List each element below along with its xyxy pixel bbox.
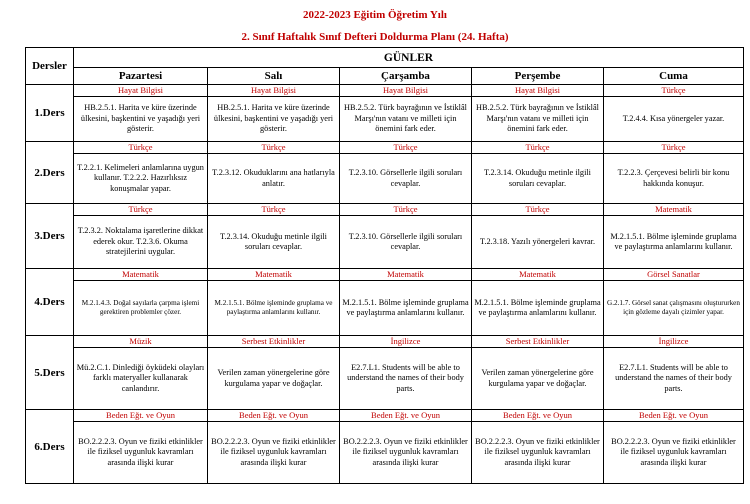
- subject-label: Matematik: [340, 269, 471, 281]
- objective-text: M.2.1.5.1. Bölme işleminde gruplama ve paylaştırma anlamlarını kullanır.: [342, 297, 469, 317]
- objective-text: HB.2.5.1. Harita ve küre üzerinde ülkesini, başkentini ve yaşadığı yeri gösterir.: [80, 103, 201, 134]
- plan-cell: [340, 336, 472, 410]
- subject-label: Serbest Etkinlikler: [472, 336, 603, 348]
- plan-cell: [604, 142, 744, 204]
- subject-label: Beden Eğt. ve Oyun: [208, 410, 339, 422]
- objective-text: HB.2.5.2. Türk bayrağının ve İstiklâl Marşı'nın vatanı ve milleti için önemini fark eder.: [344, 103, 467, 134]
- plan-cell: [208, 85, 340, 142]
- day-header: Salı: [208, 68, 340, 85]
- plan-cell: [604, 410, 744, 484]
- subject-label: Türkçe: [604, 142, 743, 154]
- lesson-row: [26, 336, 744, 410]
- subject-label: Türkçe: [208, 204, 339, 216]
- subject-label: Türkçe: [604, 85, 743, 97]
- objective-text: G.2.1.7. Görsel sanat çalışmasını oluştururken için gözleme dayalı çizimler yapar.: [607, 298, 740, 316]
- lesson-row: [26, 204, 744, 269]
- plan-cell: [208, 410, 340, 484]
- subject-label: Hayat Bilgisi: [208, 85, 339, 97]
- objective-text: M.2.1.5.1. Bölme işleminde gruplama ve paylaştırma anlamlarını kullanır.: [610, 231, 737, 251]
- lesson-label: 3.Ders: [26, 204, 74, 269]
- plan-cell: [472, 204, 604, 269]
- subject-label: Beden Eğt. ve Oyun: [74, 410, 207, 422]
- lesson-label: 5.Ders: [26, 336, 74, 410]
- plan-cell: [340, 85, 472, 142]
- plan-cell: [208, 269, 340, 336]
- subject-label: Müzik: [74, 336, 207, 348]
- lesson-label: 1.Ders: [26, 85, 74, 142]
- document-title: 2022-2023 Eğitim Öğretim Yılı: [303, 9, 447, 21]
- objective-text: T.2.3.2. Noktalama işaretlerine dikkat ederek okur. T.2.3.6. Okuma stratejilerini uygular.: [77, 226, 204, 257]
- subject-label: Türkçe: [340, 142, 471, 154]
- objective-text: M.2.1.5.1. Bölme işleminde gruplama ve paylaştırma anlamlarını kullanır.: [474, 297, 601, 317]
- plan-cell: [340, 410, 472, 484]
- gunler-header: GÜNLER: [74, 48, 744, 68]
- objective-text: T.2.4.4. Kısa yönergeler yazar.: [622, 113, 725, 123]
- subject-label: Beden Eğt. ve Oyun: [340, 410, 471, 422]
- objective-text: T.2.3.10. Görsellerle ilgili soruları cevaplar.: [348, 168, 463, 188]
- lesson-label: 4.Ders: [26, 269, 74, 336]
- day-header: Perşembe: [472, 68, 604, 85]
- lesson-row: [26, 269, 744, 336]
- subject-label: Hayat Bilgisi: [340, 85, 471, 97]
- plan-cell: [74, 142, 208, 204]
- subject-label: Türkçe: [208, 142, 339, 154]
- plan-cell: [604, 85, 744, 142]
- objective-text: Verilen zaman yönergelerine göre kurgulama yapar ve doğaçlar.: [481, 368, 594, 388]
- dersler-header: Dersler: [26, 48, 74, 85]
- objective-text: HB.2.5.1. Harita ve küre üzerinde ülkesini, başkentini ve yaşadığı yeri gösterir.: [213, 103, 334, 134]
- subject-label: Türkçe: [74, 142, 207, 154]
- plan-cell: [340, 142, 472, 204]
- subject-label: Beden Eğt. ve Oyun: [604, 410, 743, 422]
- subject-label: Türkçe: [74, 204, 207, 216]
- objective-text: T.2.3.10. Görsellerle ilgili soruları cevaplar.: [348, 231, 463, 251]
- plan-cell: [74, 85, 208, 142]
- subject-label: İngilizce: [604, 336, 743, 348]
- day-header: Çarşamba: [340, 68, 472, 85]
- objective-text: T.2.3.18. Yazılı yönergeleri kavrar.: [479, 236, 596, 246]
- plan-cell: [604, 204, 744, 269]
- subject-label: Hayat Bilgisi: [472, 85, 603, 97]
- plan-cell: [472, 410, 604, 484]
- objective-text: T.2.3.14. Okuduğu metinle ilgili soruları cevaplar.: [219, 231, 327, 251]
- plan-cell: [604, 336, 744, 410]
- plan-cell: [472, 142, 604, 204]
- plan-cell: [208, 204, 340, 269]
- objective-text: BO.2.2.2.3. Oyun ve fiziki etkinlikler ile fiziksel uygunluk kavramları arasında ilişki kurar: [343, 436, 468, 467]
- plan-cell: [472, 85, 604, 142]
- objective-text: Mü.2.C.1. Dinlediği öyküdeki olayları farklı materyaller kullanarak canlandırır.: [76, 362, 205, 393]
- subject-label: Matematik: [472, 269, 603, 281]
- subject-label: Görsel Sanatlar: [604, 269, 743, 281]
- subject-label: Türkçe: [340, 204, 471, 216]
- plan-cell: [74, 269, 208, 336]
- lesson-row: [26, 410, 744, 484]
- plan-cell: [340, 204, 472, 269]
- objective-text: M.2.1.5.1. Bölme işleminde gruplama ve paylaştırma anlamlarını kullanır.: [214, 298, 333, 316]
- subject-label: İngilizce: [340, 336, 471, 348]
- subject-label: Beden Eğt. ve Oyun: [472, 410, 603, 422]
- subject-label: Serbest Etkinlikler: [208, 336, 339, 348]
- lesson-row: [26, 142, 744, 204]
- plan-cell: [472, 269, 604, 336]
- day-header: Cuma: [604, 68, 744, 85]
- plan-cell: [74, 336, 208, 410]
- objective-text: BO.2.2.2.3. Oyun ve fiziki etkinlikler ile fiziksel uygunluk kavramları arasında ilişki kurar: [611, 436, 736, 467]
- plan-cell: [208, 142, 340, 204]
- objective-text: T.2.3.12. Okuduklarını ana hatlarıyla anlatır.: [212, 168, 335, 188]
- objective-text: M.2.1.4.3. Doğal sayılarla çarpma işlemi gerektiren problemler çözer.: [81, 298, 200, 316]
- day-header: Pazartesi: [74, 68, 208, 85]
- objective-text: BO.2.2.2.3. Oyun ve fiziki etkinlikler ile fiziksel uygunluk kavramları arasında ilişki kurar: [78, 436, 203, 467]
- document-subtitle: 2. Sınıf Haftalık Sınıf Defteri Doldurma Planı (24. Hafta): [241, 31, 509, 43]
- subject-label: Hayat Bilgisi: [74, 85, 207, 97]
- plan-cell: [74, 410, 208, 484]
- subject-label: Türkçe: [472, 142, 603, 154]
- objective-text: T.2.3.14. Okuduğu metinle ilgili soruları cevaplar.: [483, 168, 591, 188]
- objective-text: Verilen zaman yönergelerine göre kurgulama yapar ve doğaçlar.: [217, 368, 330, 388]
- lesson-row: [26, 85, 744, 142]
- lesson-label: 6.Ders: [26, 410, 74, 484]
- plan-cell: [74, 204, 208, 269]
- plan-cell: [604, 269, 744, 336]
- objective-text: T.2.2.3. Çerçevesi belirli bir konu hakkında konuşur.: [617, 168, 730, 188]
- lesson-label: 2.Ders: [26, 142, 74, 204]
- weekly-plan-table: [25, 47, 744, 484]
- objective-text: BO.2.2.2.3. Oyun ve fiziki etkinlikler ile fiziksel uygunluk kavramları arasında ilişki kurar: [211, 436, 336, 467]
- objective-text: E2.7.L1. Students will be able to understand the names of their body parts.: [615, 362, 732, 393]
- plan-cell: [208, 336, 340, 410]
- plan-cell: [472, 336, 604, 410]
- objective-text: E2.7.L1. Students will be able to understand the names of their body parts.: [347, 362, 464, 393]
- subject-label: Matematik: [604, 204, 743, 216]
- objective-text: HB.2.5.2. Türk bayrağının ve İstiklâl Marşı'nın vatanı ve milleti için önemini fark eder.: [476, 103, 599, 134]
- plan-cell: [340, 269, 472, 336]
- subject-label: Matematik: [208, 269, 339, 281]
- objective-text: BO.2.2.2.3. Oyun ve fiziki etkinlikler ile fiziksel uygunluk kavramları arasında ilişki kurar: [475, 436, 600, 467]
- objective-text: T.2.2.1. Kelimeleri anlamlarına uygun kullanır. T.2.2.2. Hazırlıksız konuşmalar yapar.: [77, 162, 204, 193]
- subject-label: Türkçe: [472, 204, 603, 216]
- subject-label: Matematik: [74, 269, 207, 281]
